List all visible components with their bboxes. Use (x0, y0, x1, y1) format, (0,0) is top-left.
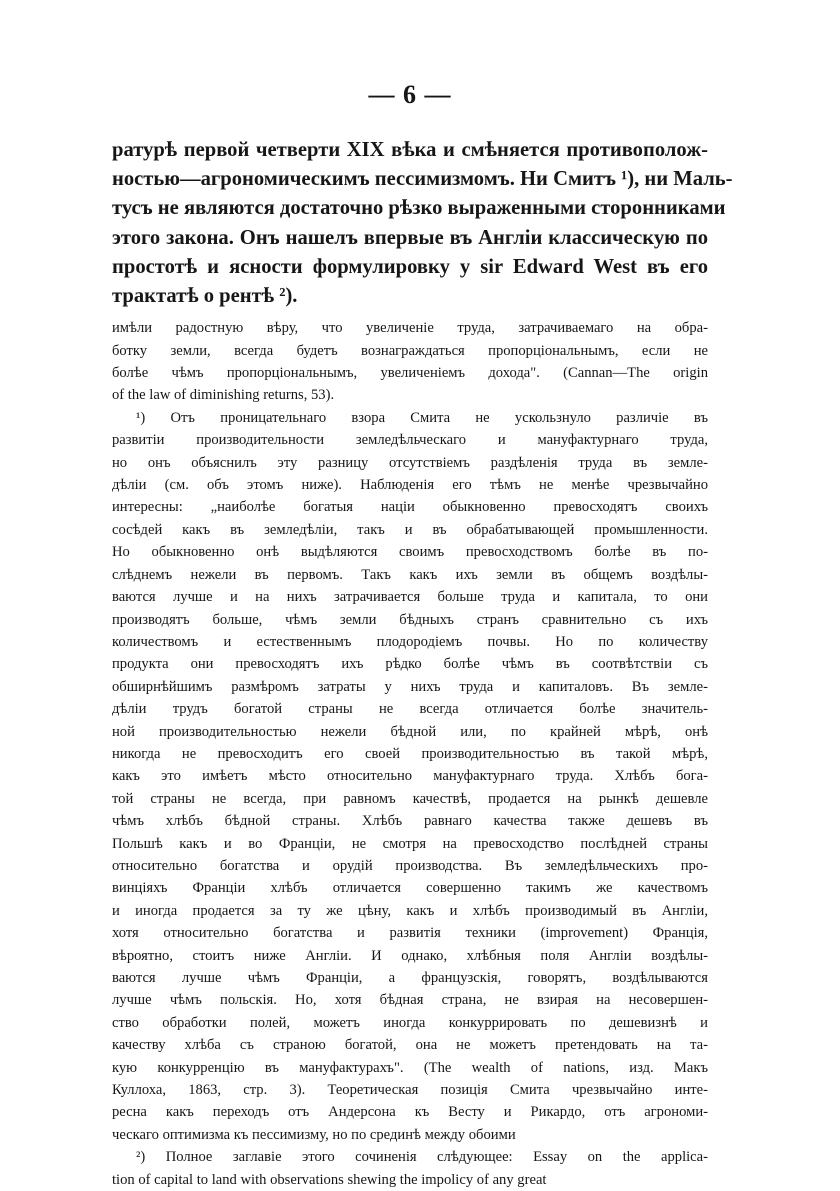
footnote-line: чѣмъ хлѣбъ бѣдной страны. Хлѣбъ равнаго качества также дешевъ въ (112, 813, 708, 830)
footnote-line: дѣліи (см. объ этомъ ниже). Наблюденія его тѣмъ не менѣе чрезвычайно (112, 477, 708, 494)
book-page (112, 80, 733, 1191)
footnote-line: дѣліи трудъ богатой страны не всегда отличается болѣе значитель- (112, 701, 708, 718)
footnote-line: ¹) Отъ проницательнаго взора Смита не ускользнуло различіе въ (136, 409, 708, 426)
footnote-line: ной производительностью нежели бѣдной или, по крайней мѣрѣ, онѣ (112, 723, 708, 740)
footnote-line: болѣе чѣмъ пропорціональнымъ, увеличеніемъ дохода". (Cannan—The origin (112, 365, 708, 382)
footnote-line: ботку земли, всегда будетъ вознаграждаться пропорціональнымъ, если не (112, 342, 708, 359)
footnote-line: продукта они превосходятъ ихъ рѣдко болѣе чѣмъ въ соотвѣтствіи съ (112, 656, 708, 673)
footnote-line: Польшѣ какъ и во Франціи, не смотря на превосходство послѣдней страны (112, 835, 708, 852)
main-text-line: ратурѣ первой четверти XIX вѣка и смѣняется противополож- (112, 139, 708, 161)
footnote-line: качеству хлѣба съ страною богатой, она не можетъ претендовать на та- (112, 1037, 708, 1054)
footnote-line: Но обыкновенно онѣ выдѣляются своимъ превосходствомъ болѣе въ по- (112, 544, 708, 561)
footnote-line: интересны: „наиболѣе богатыя націи обыкновенно превосходятъ своихъ (112, 499, 708, 516)
main-text-line: трактатѣ о рентѣ ²). (112, 285, 298, 308)
footnote-line: слѣднемъ нежели въ первомъ. Такъ какъ ихъ земли въ общемъ воздѣлы- (112, 566, 708, 583)
footnote-line: но онъ объяснилъ эту разницу отсутствіемъ раздѣленія труда въ земле- (112, 454, 708, 471)
footnote-line: of the law of diminishing returns, 53). (112, 387, 335, 404)
footnote-line: ческаго оптимизма къ пессимизму, но по срединѣ между обоими (112, 1126, 516, 1143)
footnote-line: производятъ больше, чѣмъ земли бѣдныхъ странъ сравнительно съ ихъ (112, 611, 708, 628)
page-number: — 6 — (368, 80, 452, 109)
main-text-line: тусъ не являются достаточно рѣзко выраженными сторонниками (112, 197, 726, 220)
footnote-line: вѣроятно, стоитъ ниже Англіи. И однако, хлѣбныя поля Англіи воздѣлы- (112, 947, 708, 964)
footnote-line: и иногда продается за ту же цѣну, какъ и хлѣбъ производимый въ Англіи, (112, 902, 708, 919)
main-text-line: простотѣ и ясности формулировку у sir Edward West въ его (112, 255, 708, 278)
footnote-line: кую конкурренцію въ мануфактурахъ". (The wealth of nations, изд. Макъ (112, 1059, 708, 1076)
main-text-line: ностью—агрономическимъ пессимизмомъ. Ни Смитъ ¹), ни Маль- (112, 168, 733, 191)
footnote-line: относительно богатства и орудій производства. Въ земледѣльческихъ про- (112, 857, 708, 874)
footnote-line: лучше чѣмъ польскія. Но, хотя бѣдная страна, не взирая на несовершен- (112, 992, 708, 1009)
footnote-line: количествомъ и естественнымъ плодородіемъ почвы. Но по количеству (112, 633, 708, 650)
main-text-line: этого закона. Онъ нашелъ впервые въ Англіи классическую по (112, 226, 708, 249)
footnote-continuation (112, 317, 708, 407)
footnote-line: хотя относительно богатства и развитія техники (improvement) Франція, (112, 925, 708, 942)
footnote-line: ресна какъ переходъ отъ Андерсона къ Весту и Рикардо, отъ агрономи- (112, 1104, 708, 1121)
footnote-line: ство обработки полей, можетъ иногда конкуррировать по дешевизнѣ и (112, 1014, 708, 1031)
footnote-line: какъ это имѣетъ мѣсто относительно мануфактурнаго труда. Хлѣбъ бога- (112, 768, 708, 785)
footnote-line: сосѣдей какъ въ земледѣліи, такъ и въ обрабатывающей промышленности. (112, 521, 708, 538)
footnote-line: той страны не всегда, при равномъ качествѣ, продается на рынкѣ дешевле (112, 790, 708, 807)
footnote-line: обширнѣйшимъ размѣромъ затраты у нихъ труда и капиталовъ. Въ земле- (112, 678, 708, 695)
footnote-2 (112, 1146, 708, 1191)
footnote-line: ваются лучше и на нихъ затрачивается больше труда и капитала, то они (112, 589, 708, 606)
footnote-line: никогда не превосходитъ его своей производительностью въ такой мѣрѣ, (112, 745, 708, 762)
footnote-line: ²) Полное заглавіе этого сочиненія слѣдующее: Essay on the applica- (136, 1149, 708, 1166)
footnote-line: винціяхъ Франціи хлѣбъ отличается совершенно такимъ же качествомъ (112, 880, 708, 897)
footnote-line: развитіи производительности земледѣльческаго и мануфактурнаго труда, (112, 432, 708, 449)
footnote-1 (112, 407, 708, 1146)
main-text (112, 136, 733, 311)
footnote-line: ваются лучше чѣмъ Франціи, а французскія, говорятъ, воздѣлываются (112, 970, 708, 986)
footnote-line: tion of capital to land with observations shewing the impolicy of any great (112, 1171, 547, 1188)
footnote-line: Куллоха, 1863, стр. 3). Теоретическая позиція Смита чрезвычайно инте- (112, 1082, 708, 1099)
footnote-line: имѣли радостную вѣру, что увеличеніе труда, затрачиваемаго на обра- (112, 320, 708, 337)
